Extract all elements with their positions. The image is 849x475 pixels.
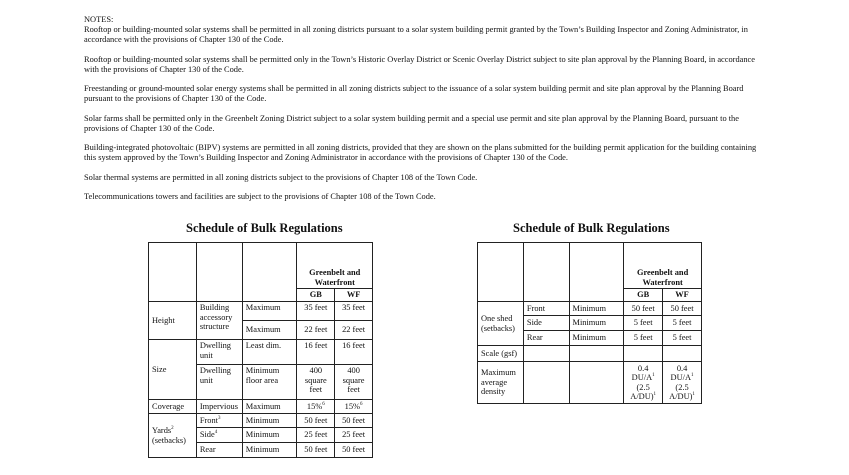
gb-value: 15%$^6$ [297, 400, 335, 414]
requirement-cell: Maximum [242, 302, 297, 321]
wf-value: 0.4 $DU/A^1$ (2.5 A/DU)$^1$ [663, 362, 702, 404]
footnote-mark: 1 [652, 373, 655, 379]
note-paragraph: Freestanding or ground-mounted solar energy systems shall be permitted in all zoning districts subject to the issuance of a solar system building permit and site plan approval by the Planning Board pursuant to the provisions of Chapter 130 of the Code. [84, 84, 744, 103]
footnote-mark: 1 [692, 392, 695, 398]
wf-value: 15%$^6$ [335, 400, 373, 414]
gb-value: 0.4 $DU/A^1$ (2.5 A/DU)$^1$ [624, 362, 663, 404]
footnote-mark: 2 [171, 426, 174, 432]
requirement-cell: Minimum [569, 316, 624, 331]
row-label-yards: Yards$^2$ (setbacks) [149, 414, 197, 458]
gb-value: 25 feet [297, 428, 335, 443]
wf-value: 5 feet [663, 316, 702, 331]
note-paragraph: Rooftop or building-mounted solar systems shall be permitted only in the Town’s Historic Overlay District or Scenic Overlay District subject to site plan approval by the Planning Board, in accordance with the provisions of Chapter 130 of the Code. [84, 54, 755, 74]
row-sublabel: Front$^3$ [196, 414, 242, 428]
note-paragraph: Solar farms shall be permitted only in the Greenbelt Zoning District subject to a solar system building permit and a special use permit and site plan approval by the Planning Board, pursuant to the provisions of Chapter 130 of the Code. [84, 113, 739, 133]
gb-value: 22 feet [297, 321, 335, 340]
row-sublabel: Dwelling unit [196, 365, 242, 400]
gb-value: 50 feet [624, 302, 663, 316]
gb-value: 16 feet [297, 340, 335, 365]
wf-value: 5 feet [663, 331, 702, 346]
column-header-gb: GB [624, 289, 663, 302]
requirement-cell: Maximum [242, 321, 297, 340]
footnote-mark: 1 [691, 373, 694, 379]
row-label-one-shed: One shed (setbacks) [478, 302, 524, 346]
row-sublabel: Rear [196, 443, 242, 458]
table2-title: Schedule of Bulk Regulations [513, 221, 670, 235]
gb-value: 400 square feet [297, 365, 335, 400]
notes-section [84, 15, 764, 212]
footnote-mark: 1 [653, 392, 657, 398]
wf-value: 50 feet [663, 302, 702, 316]
row-sublabel: Side$^4$ [196, 428, 242, 443]
wf-value: 400 square feet [335, 365, 373, 400]
gb-value: 5 feet [624, 316, 663, 331]
row-sublabel: Front [523, 302, 569, 316]
wf-value: 35 feet [335, 302, 373, 321]
row-sublabel: Building accessory structure [196, 302, 242, 340]
column-header-wf: WF [335, 289, 373, 302]
gb-value: 50 feet [297, 414, 335, 428]
requirement-cell: Minimum [569, 331, 624, 346]
column-header-gb: GB [297, 289, 335, 302]
bulk-regulations-table-2 [477, 242, 702, 404]
wf-value: 50 feet [335, 414, 373, 428]
row-label-size: Size [149, 340, 197, 400]
footnote-mark: 3 [217, 415, 221, 421]
row-sublabel: Impervious [196, 400, 242, 414]
row-sublabel: Side [523, 316, 569, 331]
notes-heading: NOTES: [84, 15, 114, 24]
gb-value: 35 feet [297, 302, 335, 321]
note-paragraph: Telecommunications towers and facilities are subject to the provisions of Chapter 108 of the Town Code. [84, 192, 436, 201]
requirement-cell: Minimum floor area [242, 365, 297, 400]
wf-value: 16 feet [335, 340, 373, 365]
column-header-wf: WF [663, 289, 702, 302]
row-sublabel: Dwelling unit [196, 340, 242, 365]
requirement-cell: Minimum [242, 414, 297, 428]
row-label-density: Maximum average density [478, 362, 524, 404]
note-paragraph: Building-integrated photovoltaic (BIPV) systems are permitted in all zoning districts, provided that they are shown on the plans submitted for the building permit application for the building containing this system approved by the Town’s Building Inspector and Zoning Administrator in accordance with the provisions of Chapter 130 of the Code. [84, 143, 757, 162]
wf-value: 50 feet [335, 443, 373, 458]
footnote-mark: 6 [360, 401, 363, 407]
row-sublabel: Rear [523, 331, 569, 346]
footnote-mark: 6 [322, 401, 325, 407]
requirement-cell: Minimum [242, 428, 297, 443]
gb-value: 50 feet [297, 443, 335, 458]
group-header: Greenbelt and Waterfront [624, 243, 702, 289]
note-paragraph: Solar thermal systems are permitted in all zoning districts subject to the provisions of Chapter 108 of the Town Code. [84, 172, 478, 182]
note-paragraph: Rooftop or building-mounted solar systems shall be permitted in all zoning districts pursuant to a solar system building permit granted by the Town’s Building Inspector and Zoning Administrator, in accordance with the provisions of Chapter 130 of the Code. [84, 25, 748, 44]
requirement-cell: Least dim. [242, 340, 297, 365]
gb-value: 5 feet [624, 331, 663, 346]
requirement-cell: Minimum [242, 443, 297, 458]
group-header: Greenbelt and Waterfront [297, 243, 373, 289]
wf-value: 25 feet [335, 428, 373, 443]
wf-value: 22 feet [335, 321, 373, 340]
footnote-mark: 4 [214, 430, 218, 436]
row-label-height: Height [149, 302, 197, 340]
requirement-cell: Maximum [242, 400, 297, 414]
row-label-coverage: Coverage [149, 400, 197, 414]
table1-title: Schedule of Bulk Regulations [186, 221, 343, 235]
row-label-scale: Scale (gsf) [478, 346, 524, 362]
requirement-cell: Minimum [569, 302, 624, 316]
bulk-regulations-table-1 [148, 242, 373, 458]
